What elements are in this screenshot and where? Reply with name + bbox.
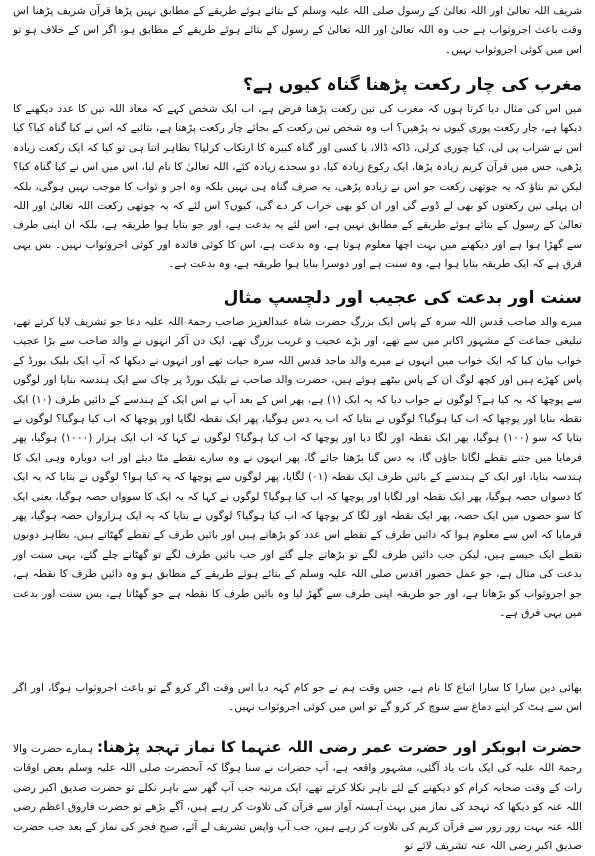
heading-maghrib: مغرب کی چار رکعت پڑھنا گناہ کیوں ہے؟ — [243, 75, 582, 95]
paragraph-tahajjud-text: ہمارے حضرت والا رحمۃ اللہ علیہ کی ایک بات یاد آگئی، مشہور واقعہ ہے، آپ حضرات نے سنا ہوگا کہ آنحضرت صلی اللہ علیہ وسلم بعض اوقات رات کے وقت صحابہ کرام کو دیکھنے کے لئے باہر نکلا کرتے تھے، ایک مرتبہ جب آپ گھر سے باہر نکلے تو حضرت صدیق اکبر رضی اللہ عنہ کو دیکھا کہ تہجد کی نماز میں بہت آہستہ آواز سے قرآن کی تلاوت کر رہے ہیں، آگے بڑھے تو حضرت فاروق اعظم رضی اللہ عنہ بہت زور زور سے قرآن کریم کی تلاوت کر رہے ہیں، جب آپ واپس تشریف لے آئے، صبح فجر کی نماز کے بعد جب حضرت صدیق اکبر رضی اللہ عنہ تشریف لائے تو — [13, 743, 582, 853]
paragraph-dream-example: میرے والد صاحب قدس اللہ سرہ کے پاس ایک بزرگ حضرت شاہ عبدالعزیز صاحب رحمۃ اللہ علیہ دعا جو تشریف لایا کرتے تھے، تبلیغی جماعت کے مشہور اکابر میں سے تھے، اور بڑے عجیب و غریب بزرگ تھے، ایک دن آکر انہوں نے والد صاحب سے بڑا عجیب خواب بیان کیا کہ ایک خواب میں انہوں نے میرے والد ماجد قدس اللہ سرہ حیات تھے اور انہوں نے دیکھا کہ آپ ایک بلیک بورڈ کے پاس کھڑے ہیں اور کچھ لوگ ان کے پاس بیٹھے ہوئے ہیں، حضرت والد صاحب نے بلیک بورڈ پر چاک سے ایک ہندسہ بنایا اور لوگوں سے پوچھا کہ یہ کیا ہے؟ لوگوں نے جواب دیا کہ یہ ایک (۱) ہے، پھر اس کے بعد آپ نے اس ایک کے ہندسے کے دائیں طرف (۱۰) ایک نقطہ بنایا اور پوچھا کہ اب کیا ہوگیا؟ لوگوں نے بتایا کہ اب یہ دس ہوگیا، پھر ایک نقطہ لگایا اور پوچھا کہ اب کیا ہوگیا؟ لوگوں نے بتایا کہ سو (۱۰۰) ہوگیا، پھر ایک نقطہ اور لگا دیا اور پوچھا کہ اب کیا ہوگیا؟ لوگوں نے کہا کہ اب ایک ہزار (۱۰۰۰) ہوگیا، پھر فرمایا میں جتنے نقطے لگاتا جاؤں گا، یہ دس گنا بڑھتا جائے گا، پھر انہوں نے وہ سارے نقطے مٹا دیئے اور اب دوبارہ وہی ایک کا ہندسہ بنایا، اور ایک کے ہندسے کے بائیں طرف ایک نقطہ (۰۱) لگایا، پھر لوگوں سے پوچھا کہ یہ کیا ہوا؟ لوگوں نے بتایا کہ یہ ایک کا دسواں حصہ ہوگیا، پھر ایک نقطہ اور لگایا اور پوچھا کہ اب کیا ہوگیا؟ لوگوں نے کہا کہ یہ ایک کا سوواں حصہ ہوگیا، یعنی ایک کا سو حصوں میں ایک حصہ، پھر ایک نقطہ اور لگا کر پوچھا کہ اب کیا ہوگیا؟ لوگوں نے بتایا کہ یہ ایک ہزارواں حصہ ہوگیا، پھر فرمایا کہ اس سے معلوم ہوا کہ دائیں طرف کے نقطے اس عدد کو بڑھاتے ہیں اور بائیں طرف کے نقطے گھٹاتے ہیں، بظاہر دونوں نقطے ایک جیسے ہیں، لیکن جب دائیں طرف لگے تو بڑھاتے چلے گئے اور جب بائیں طرف لگے تو گھٹاتے چلے گئے، یہی سنت اور بدعت کی مثال ہے، جو عمل حضور اقدس صلی اللہ علیہ وسلم کے بتائے ہوئے طریقے کے مطابق ہو وہ دائیں طرف کا نقطہ ہے، جو اجروثواب کو بڑھاتا ہے، اور جو طریقہ اپنی طرف سے گھڑ لیا وہ بائیں طرف کا نقطہ ہے جو گھٹاتا ہے، بس سنت اور بدعت میں یہی فرق ہے۔ — [13, 316, 583, 620]
heading-tahajjud: حضرت ابوبکر اور حضرت عمر رضی اللہ عنہما کا نماز تہجد پڑھنا: — [96, 738, 582, 756]
paragraph-maghrib: میں اس کی مثال دیا کرتا ہوں کہ مغرب کی تین رکعت پڑھنا فرض ہے، اب ایک شخص کہے کہ معاذ اللہ تین کا عدد دیکھنے کا دیکھا ہے، چار رکعت پوری کیوں نہ پڑھیں؟ اب وہ شخص تین رکعت کے بجائے چار رکعت پڑھتا ہے، بتائیے کہ اس نے کیا گناہ کیا؟ کیا اس نے شراب پی لی، کیا چوری کرلی، ڈاکہ ڈالا، یا کسی اور گناہ کبیرہ کا ارتکاب کرلیا؟ بظاہر اتنا ہی تو کیا کہ ایک رکعت زیادہ پڑھی، جس میں قرآن کریم زیادہ پڑھا، ایک رکوع زیادہ کیا، دو سجدے زیادہ کئے، اللہ تعالیٰ کا نام لیا، اس میں اس نے کیا گناہ کیا؟ لیکن تم بتاؤ کہ یہ چوتھی رکعت جو اس نے زیادہ پڑھی، یہ صرف گناہ ہی نہیں بلکہ وہ اجر و ثواب کا موجب نہیں ہوگی، بلکہ ان پہلی تین رکعتوں کو بھی لے ڈوبے گی اور ان کو بھی خراب کر دے گی، کیوں؟ اس لئے کہ یہ چوتھی رکعت اللہ تعالیٰ اور اللہ تعالیٰ کے رسول کے بتائے ہوئے طریقے کے مطابق نہیں ہے، اس لئے یہ بدعت ہے، اور جو بتایا ہوا طریقہ ہے، بلکہ ان اپنی طرف سے گھڑا ہوا ہے اور دیکھنے میں بہت اچھا معلوم ہوتا ہے، وہ بدعت ہے، اس کا کوئی فائدہ اور کوئی اجروثواب نہیں۔ بس یہی فرق ہے کہ ایک طریقہ بتایا ہوا ہے، وہ سنت ہے اور دوسرا بنایا ہوا طریقہ ہے، وہ بدعت ہے۔ — [13, 103, 582, 271]
paragraph-intro: شریف اللہ تعالیٰ اور اللہ تعالیٰ کے رسول صلی اللہ علیہ وسلم کے بتائے ہوئے طریقے کے مطابق نہیں پڑھا قرآن شریف پڑھنا اس وقت باعث اجروثواب ہے جب وہ اللہ تعالیٰ اور اللہ تعالیٰ کے رسول کے بتائے ہوئے طریقے کے مطابق ہو، اگر اس کے خلاف ہو تو اس میں کوئی اجروثواب نہیں۔ — [13, 5, 582, 56]
paragraph-tahajjud — [13, 738, 582, 856]
paragraph-ittiba: بھائی دین سارا کا سارا اتباع کا نام ہے، جس وقت ہم نے جو کام کہہ دیا اس وقت اگر کرو گے تو باعث اجروثواب ہوگا، اور اگر اس سے ہٹ کر اپنے دماغ سے سوچ کر کرو گے تو اس میں کوئی اجروثواب نہیں۔ — [13, 682, 582, 714]
heading-sunnat-bidat-example: سنت اور بدعت کی عجیب اور دلچسپ مثال — [223, 288, 582, 308]
